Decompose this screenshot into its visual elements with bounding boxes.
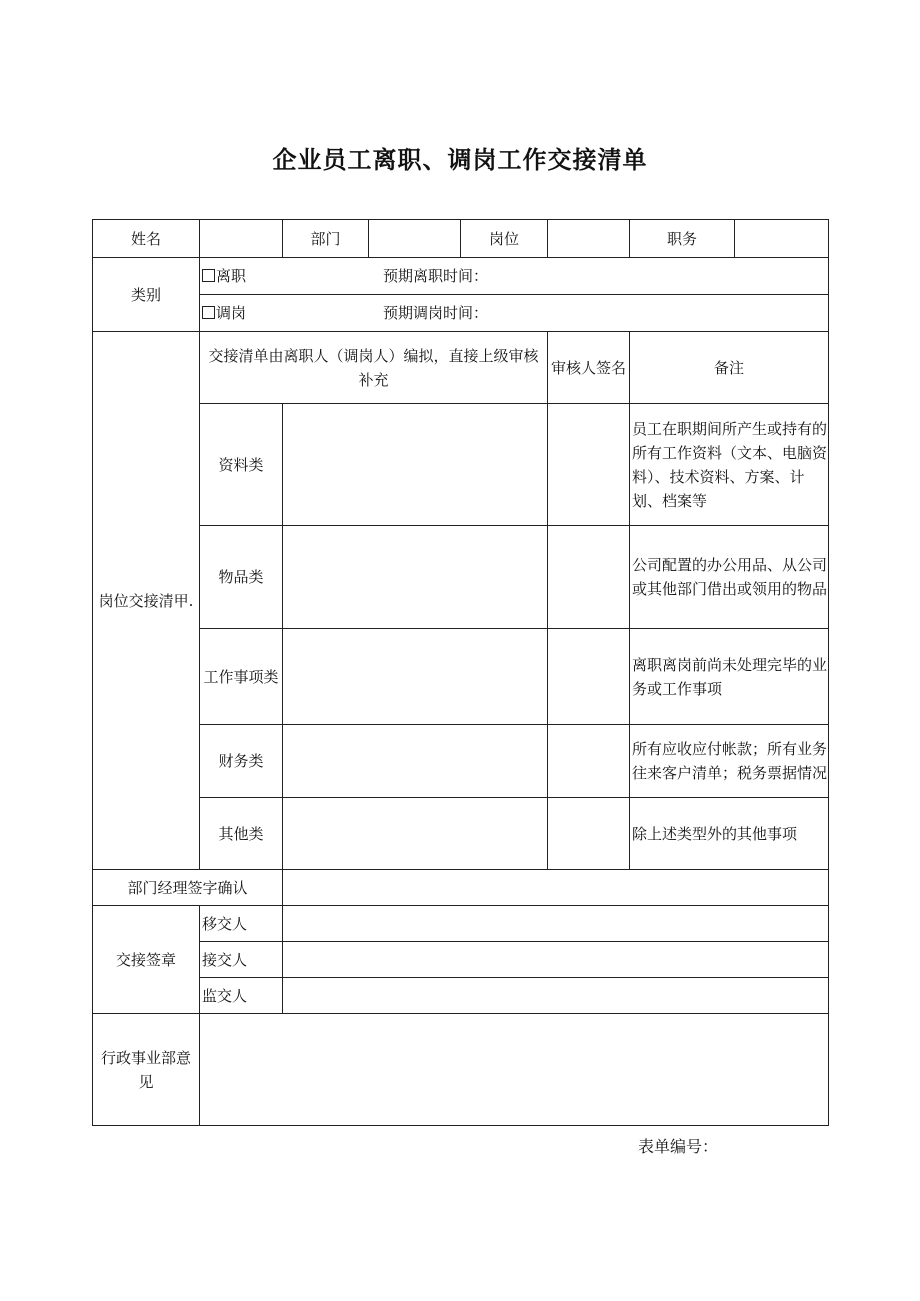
page-title: 企业员工离职、调岗工作交接清单 — [272, 146, 648, 174]
signature-row — [93, 978, 829, 1014]
item-remark: 除上述类型外的其他事项 — [630, 798, 829, 870]
transfer-time-label: 预期调岗时间： — [383, 304, 489, 322]
item-content-field[interactable] — [283, 526, 548, 629]
item-category: 财务类 — [200, 725, 283, 798]
remarks-header: 备注 — [630, 332, 829, 404]
handover-item-row — [93, 798, 829, 870]
post-field[interactable] — [548, 220, 630, 258]
manager-confirm-row — [93, 870, 829, 906]
category-label: 类别 — [93, 258, 200, 332]
admin-opinion-label: 行政事业部意见 — [93, 1014, 200, 1126]
item-reviewer-field[interactable] — [548, 798, 630, 870]
item-category: 工作事项类 — [200, 629, 283, 725]
form-number-label: 表单编号： — [638, 1137, 719, 1156]
admin-opinion-field[interactable] — [200, 1014, 829, 1126]
name-field[interactable] — [200, 220, 283, 258]
receiver-field[interactable] — [283, 942, 829, 978]
reviewer-header: 审核人签名 — [548, 332, 630, 404]
item-reviewer-field[interactable] — [548, 404, 630, 526]
handover-section-label: 岗位交接清甲. — [93, 332, 200, 870]
item-content-field[interactable] — [283, 725, 548, 798]
item-reviewer-field[interactable] — [548, 725, 630, 798]
category-row-resign — [93, 258, 829, 295]
item-content-field[interactable] — [283, 798, 548, 870]
receiver-label: 接交人 — [200, 942, 283, 978]
supervisor-field[interactable] — [283, 978, 829, 1014]
category-row-transfer — [93, 295, 829, 332]
post-label: 岗位 — [461, 220, 548, 258]
handover-item-row — [93, 526, 829, 629]
item-content-field[interactable] — [283, 629, 548, 725]
resign-checkbox[interactable] — [202, 269, 215, 282]
item-category: 物品类 — [200, 526, 283, 629]
resign-option-label: 离职 — [216, 267, 247, 285]
manager-confirm-field[interactable] — [283, 870, 829, 906]
item-remark: 所有应收应付帐款；所有业务往来客户清单；税务票据情况 — [630, 725, 829, 798]
signatures-label: 交接签章 — [93, 906, 200, 1014]
position-field[interactable] — [735, 220, 829, 258]
signature-row — [93, 906, 829, 942]
handover-item-row — [93, 629, 829, 725]
item-remark: 离职离岗前尚未处理完毕的业务或工作事项 — [630, 629, 829, 725]
item-reviewer-field[interactable] — [548, 629, 630, 725]
handover-header-row — [93, 332, 829, 404]
dept-field[interactable] — [369, 220, 461, 258]
handover-person-field[interactable] — [283, 906, 829, 942]
name-label: 姓名 — [93, 220, 200, 258]
handover-item-row — [93, 404, 829, 526]
supervisor-label: 监交人 — [200, 978, 283, 1014]
position-label: 职务 — [630, 220, 735, 258]
transfer-option-label: 调岗 — [216, 304, 247, 322]
resign-time-label: 预期离职时间： — [383, 267, 489, 285]
item-category: 其他类 — [200, 798, 283, 870]
handover-person-label: 移交人 — [200, 906, 283, 942]
item-reviewer-field[interactable] — [548, 526, 630, 629]
item-category: 资料类 — [200, 404, 283, 526]
resign-option-cell — [200, 258, 829, 295]
item-content-field[interactable] — [283, 404, 548, 526]
transfer-checkbox[interactable] — [202, 306, 215, 319]
handover-item-row — [93, 725, 829, 798]
dept-label: 部门 — [283, 220, 369, 258]
signature-row — [93, 942, 829, 978]
transfer-option-cell — [200, 295, 829, 332]
handover-form-table — [92, 219, 829, 1126]
handover-instruction: 交接清单由离职人（调岗人）编拟，直接上级审核补充 — [200, 332, 548, 404]
item-remark: 公司配置的办公用品、从公司或其他部门借出或领用的物品 — [630, 526, 829, 629]
basic-info-row — [93, 220, 829, 258]
manager-confirm-label: 部门经理签字确认 — [93, 870, 283, 906]
admin-opinion-row — [93, 1014, 829, 1126]
item-remark: 员工在职期间所产生或持有的所有工作资料（文本、电脑资料）、技术资料、方案、计划、档案等 — [630, 404, 829, 526]
